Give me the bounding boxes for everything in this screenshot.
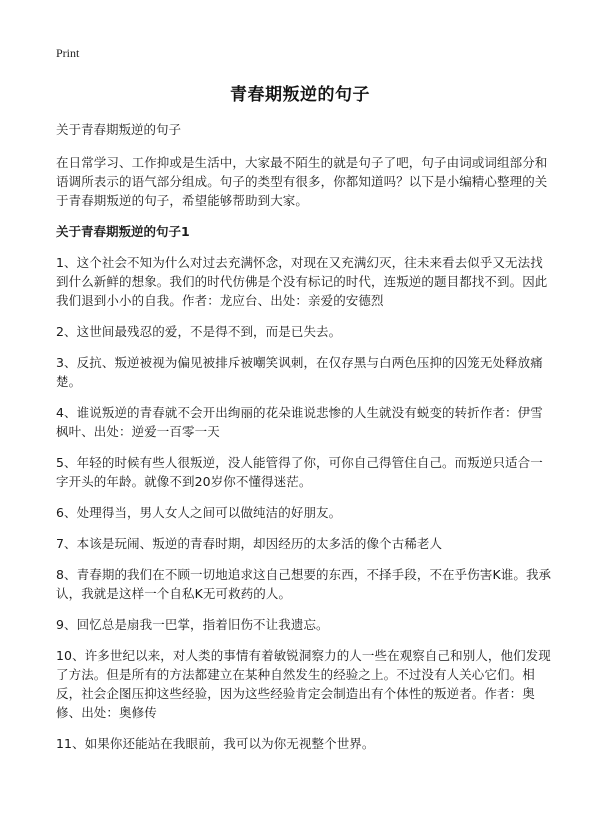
sentence-item: 10、许多世纪以来，对人类的事情有着敏锐洞察力的人一些在观察自己和别人，他们发现了方法。但是所有的方法都建立在某种自然发生的经验之上。不过没有人关心它们。相反，社会企图压抑这些经验，因为这些经验肯定会制造出有个体性的叛逆者。作者：奥修、出处：奥修传 [56, 648, 551, 720]
print-link[interactable]: Print [56, 46, 80, 60]
page-title: 青春期叛逆的句子 [230, 85, 370, 105]
sentence-item: 9、回忆总是扇我一巴掌，指着旧伤不让我遗忘。 [56, 617, 329, 632]
sentence-item: 2、这世间最残忍的爱，不是得不到，而是已失去。 [56, 324, 342, 339]
sentence-item: 3、反抗、叛逆被视为偏见被排斥被嘲笑讽刺，在仅存黑与白两色压抑的囚笼无处释放痛楚。 [56, 355, 543, 389]
sentence-item: 1、这个社会不知为什么对过去充满怀念，对现在又充满幻灭，往未来看去似乎又无法找到什么新鲜的想象。我们的时代仿佛是个没有标记的时代，连叛逆的题目都找不到。因此我们退到小小的自我。作者：龙应台、出处：亲爱的安德烈 [56, 255, 548, 308]
sentence-item: 11、如果你还能站在我眼前，我可以为你无视整个世界。 [56, 736, 375, 751]
article-body [56, 120, 554, 765]
sentence-item: 5、年轻的时候有些人很叛逆，没人能管得了你，可你自己得管住自己。而叛逆只适合一字开头的年龄。就像不到20岁你不懂得迷茫。 [56, 455, 543, 489]
sentence-item: 4、谁说叛逆的青春就不会开出绚丽的花朵谁说悲惨的人生就没有蜕变的转折作者：伊雪枫叶、出处：逆爱一百零一天 [56, 405, 543, 439]
article-subtitle: 关于青春期叛逆的句子 [56, 122, 182, 137]
sentence-item: 7、本该是玩闹、叛逆的青春时期，却因经历的太多活的像个古稀老人 [56, 536, 443, 551]
sentence-item: 8、青春期的我们在不顾一切地追求这自己想要的东西，不择手段，不在乎伤害K谁。我承认，我就是这样一个自私K无可救药的人。 [56, 567, 552, 601]
intro-paragraph: 在日常学习、工作抑或是生活中，大家最不陌生的就是句子了吧，句子由词或词组部分和语调所表示的语气部分组成。句子的类型有很多，你都知道吗？以下是小编精心整理的关于青春期叛逆的句子，希望能够帮助到大家。 [56, 155, 548, 208]
section-heading: 关于青春期叛逆的句子1 [56, 224, 190, 239]
sentence-item: 6、处理得当，男人女人之间可以做纯洁的好朋友。 [56, 505, 342, 520]
